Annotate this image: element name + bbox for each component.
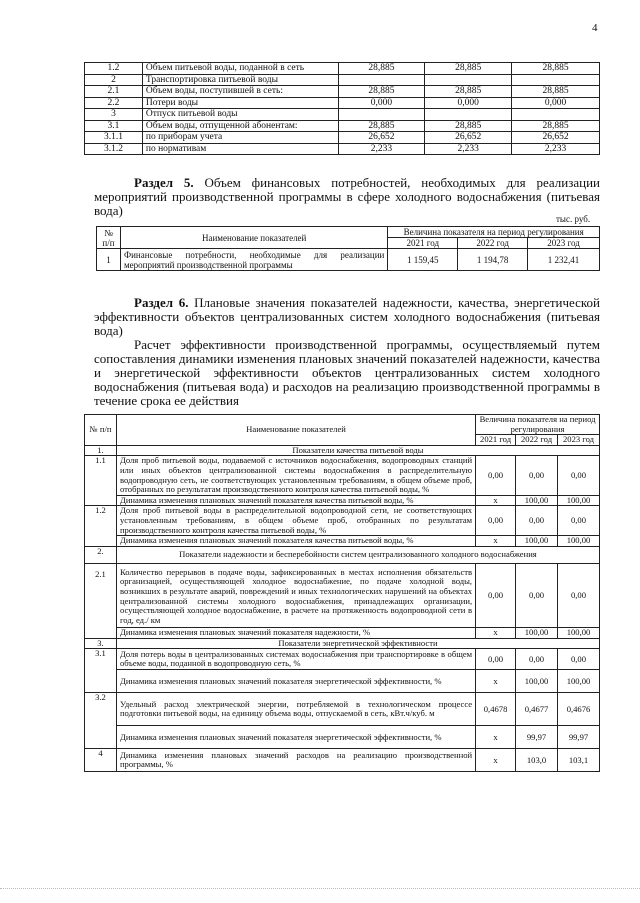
t1-cell-v2: 28,885 [425,63,512,75]
t1-cell-num: 1.2 [85,63,143,75]
units-label: тыс. руб. [556,214,591,224]
t3-d11-v2: 100,00 [516,495,558,506]
t1-cell-name: по приборам учета [142,132,338,144]
page-bottom-edge [0,888,640,889]
t1-row [85,86,600,98]
finance-table [96,226,600,271]
section6-text: Плановые значения показателей надежности, качества, энергетической эффективности объектов централизованных систем холодного водоснабжения (питьевая вода) [94,295,601,338]
efficiency-paragraph: Расчет эффективности производственной программы, осуществляемый путем сопоставления динамики изменения плановых значений показателей надежности, качества и энергетической эффективности объектов централизованных систем холодного водоснабжения (питьевая вода) и расходов на реализацию производственной программы в течение срока ее действия [94,337,600,408]
t1-cell-v2 [425,74,512,86]
t2-year-2021: 2021 год [388,238,458,249]
t1-cell-num: 3.1 [85,120,143,132]
t3-r11-name: Доля проб питьевой воды, подаваемой с источников водоснабжения, водопроводных станций или иных объектов централизованной системы водоснабжения в распределительную водопроводную сеть, не соответствующих установленным требованиям, в общем объеме проб, отобранных по результатам производственного контроля качества питьевой воды, % [116,456,475,495]
t3-r32-v1: 0,4678 [476,693,516,726]
t3-r21-num: 2.1 [85,563,117,638]
t3-d21-v2: 100,00 [516,628,558,639]
section5-heading [94,176,600,218]
t1-cell-v1 [338,109,425,121]
t1-cell-name: Объем воды, поступившей в сеть: [142,86,338,98]
t3-d32-v1: x [476,726,516,749]
t3-d21-v1: x [476,628,516,639]
t1-cell-v2: 28,885 [425,86,512,98]
t3-sec3-title: Показатели энергетической эффективности [116,638,599,649]
t3-r21-v3: 0,00 [558,563,600,628]
t1-cell-v1 [338,74,425,86]
t3-r31-name: Доля потерь воды в централизованных системах водоснабжения при транспортировке в общем объеме воды, поданной в водопроводную сеть, % [116,649,475,670]
t3-d31-v3: 100,00 [558,670,600,693]
t1-cell-num: 2.1 [85,86,143,98]
t1-cell-v1: 2,233 [338,143,425,155]
t1-cell-num: 3.1.2 [85,143,143,155]
section6-label: Раздел 6. [134,295,189,310]
t1-cell-v3: 0,000 [512,97,600,109]
t3-r4-num: 4 [85,749,117,772]
t1-cell-v2: 26,652 [425,132,512,144]
t1-cell-v3: 2,233 [512,143,600,155]
t3-sec2-num: 2. [85,546,117,563]
t1-cell-v2: 28,885 [425,120,512,132]
t3-r21-v1: 0,00 [476,563,516,628]
t3-d31-name: Динамика изменения плановых значений показателя энергетической эффективности, % [116,670,475,693]
t3-header-period: Величина показателя на период регулирования [476,415,600,435]
t1-cell-v2 [425,109,512,121]
t3-r11-v3: 0,00 [558,456,600,495]
section5-text: Объем финансовых потребностей, необходимых для реализации мероприятий производственной программы в сфере холодного водоснабжения (питьевая вода) [94,175,601,218]
t2-header-num: № п/п [97,227,121,249]
t3-sec1-num: 1. [85,445,117,456]
t3-r31-v3: 0,00 [558,649,600,670]
t3-r32-v2: 0,4677 [516,693,558,726]
t3-r11-v2: 0,00 [516,456,558,495]
t3-r31-v2: 0,00 [516,649,558,670]
t3-r4-v3: 103,1 [558,749,600,772]
t3-r32-num: 3.2 [85,693,117,749]
t1-row [85,143,600,155]
t1-cell-name: Потери воды [142,97,338,109]
t3-d12-name: Динамика изменения плановых значений показателя качества питьевой воды, % [116,536,475,547]
t3-d12-v3: 100,00 [558,536,600,547]
t1-cell-v3: 28,885 [512,63,600,75]
t1-cell-v1: 0,000 [338,97,425,109]
t1-cell-num: 2.2 [85,97,143,109]
t3-d32-name: Динамика изменения плановых значений показателя энергетической эффективности, % [116,726,475,749]
t3-r21-v2: 0,00 [516,563,558,628]
t3-r31-v1: 0,00 [476,649,516,670]
t1-cell-v1: 28,885 [338,63,425,75]
t3-r31-num: 3.1 [85,649,117,693]
volume-table [84,62,600,155]
t1-cell-num: 3.1.1 [85,132,143,144]
t2-row-num: 1 [97,249,121,271]
t3-sec1-title: Показатели качества питьевой воды [116,445,599,456]
t1-cell-name: Объем питьевой воды, поданной в сеть [142,63,338,75]
t3-r12-num: 1.2 [85,506,117,546]
t1-row [85,120,600,132]
t2-year-2022: 2022 год [458,238,528,249]
t1-cell-v3: 26,652 [512,132,600,144]
t1-cell-name: Объем воды, отпущенной абонентам: [142,120,338,132]
t3-r12-v3: 0,00 [558,506,600,536]
t1-cell-num: 2 [85,74,143,86]
t3-d31-v1: x [476,670,516,693]
t1-cell-v3 [512,74,600,86]
t1-cell-v2: 0,000 [425,97,512,109]
t3-header-num: № п/п [85,415,117,446]
t3-r12-v2: 0,00 [516,506,558,536]
t3-sec3-num: 3. [85,638,117,649]
t3-r4-v1: x [476,749,516,772]
t3-d21-v3: 100,00 [558,628,600,639]
indicators-table [84,414,600,772]
t1-row [85,63,600,75]
t2-row-v3: 1 232,41 [528,249,600,271]
t1-cell-v2: 2,233 [425,143,512,155]
t1-cell-v3: 28,885 [512,86,600,98]
section6-heading [94,296,600,338]
t3-r4-name: Динамика изменения плановых значений расходов на реализацию производственной программы, % [116,749,475,772]
t1-cell-v1: 28,885 [338,120,425,132]
t3-d11-v3: 100,00 [558,495,600,506]
t3-d32-v3: 99,97 [558,726,600,749]
t3-year-2021: 2021 год [476,435,516,446]
t3-d11-v1: x [476,495,516,506]
t3-r4-v2: 103,0 [516,749,558,772]
t3-r11-v1: 0,00 [476,456,516,495]
t2-header-name: Наименование показателей [120,227,387,249]
t3-d12-v1: x [476,536,516,547]
t3-year-2022: 2022 год [516,435,558,446]
t3-year-2023: 2023 год [558,435,600,446]
section5-label: Раздел 5. [134,175,194,190]
t1-row [85,109,600,121]
t3-r32-name: Удельный расход электрической энергии, потребляемой в технологическом процессе подготовки питьевой воды, на единицу объема воды, отпускаемой в сеть, кВт.ч/куб. м [116,693,475,726]
t3-header-name: Наименование показателей [116,415,475,446]
t2-year-2023: 2023 год [528,238,600,249]
t3-r32-v3: 0,4676 [558,693,600,726]
t1-row [85,132,600,144]
t3-r11-num: 1.1 [85,456,117,506]
t3-r12-name: Доля проб питьевой воды в распределительной водопроводной сети, не соответствующих установленным требованиям, в общем объеме проб, отобранных по результатам производственного контроля качества питьевой воды, % [116,506,475,536]
t2-row-v1: 1 159,45 [388,249,458,271]
t1-cell-v3: 28,885 [512,120,600,132]
t1-row [85,74,600,86]
t1-cell-v3 [512,109,600,121]
t1-cell-name: по нормативам [142,143,338,155]
page-number: 4 [592,22,598,34]
t2-row-v2: 1 194,78 [458,249,528,271]
t3-sec2-title: Показатели надежности и бесперебойности систем централизованного холодного водоснабжения [116,546,599,563]
t1-cell-name: Транспортировка питьевой воды [142,74,338,86]
t1-cell-name: Отпуск питьевой воды [142,109,338,121]
t3-r21-name: Количество перерывов в подаче воды, зафиксированных в местах исполнения обязательств организацией, осуществляющей холодное водоснабжение, по подаче холодной воды, возникших в результате аварий, повреждений и иных технологических нарушений на объектах централизованной системы холодного водоснабжения, принадлежащих организации, осуществляющей холодное водоснабжение, в расчете на протяженность водопроводной сети в год, ед./ км [116,563,475,628]
t3-d11-name: Динамика изменения плановых значений показателя качества питьевой воды, % [116,495,475,506]
t3-r12-v1: 0,00 [476,506,516,536]
t1-cell-num: 3 [85,109,143,121]
t3-d31-v2: 100,00 [516,670,558,693]
t2-header-period: Величина показателя на период регулирования [388,227,600,238]
t3-d32-v2: 99,97 [516,726,558,749]
t1-row [85,97,600,109]
t3-d21-name: Динамика изменения плановых значений показателя надежности, % [116,628,475,639]
t1-cell-v1: 26,652 [338,132,425,144]
t2-row-name: Финансовые потребности, необходимые для реализации мероприятий производственной программы [120,249,387,271]
t3-d12-v2: 100,00 [516,536,558,547]
t1-cell-v1: 28,885 [338,86,425,98]
